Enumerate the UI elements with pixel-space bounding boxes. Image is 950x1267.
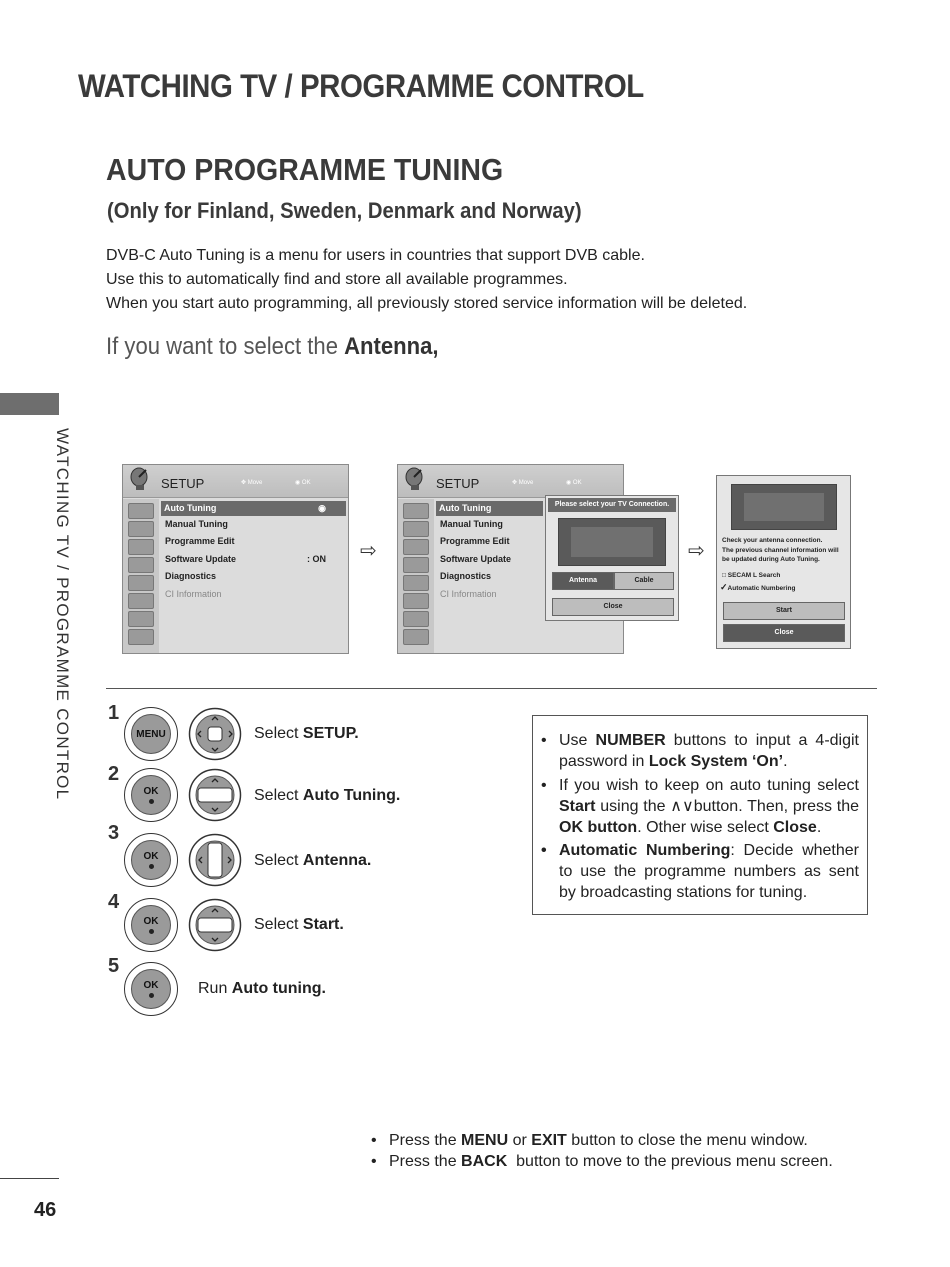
intro-line: DVB-C Auto Tuning is a menu for users in countries that support DVB cable. <box>106 247 645 264</box>
step-text <box>254 852 371 870</box>
menu-item-diagnostics[interactable]: Diagnostics <box>440 571 492 581</box>
ok-remote-button <box>124 898 178 952</box>
icon-column <box>398 499 434 653</box>
usb-icon <box>128 629 154 645</box>
ok-key <box>131 905 171 945</box>
step-text <box>254 725 359 743</box>
audio-icon <box>128 539 154 555</box>
up-down-arrow-icon: ∧∨ <box>670 798 694 815</box>
divider <box>106 688 877 689</box>
ok-key <box>131 775 171 815</box>
hint-ok-label: OK <box>301 480 311 486</box>
antenna-connection-image <box>731 484 837 530</box>
ok-key <box>131 969 171 1009</box>
icon-column <box>123 499 159 653</box>
screen-header <box>398 465 623 498</box>
step-pre: Select <box>254 725 303 742</box>
option-icon <box>403 575 429 591</box>
setup-label: SETUP <box>436 476 480 491</box>
hint-move: ✥ Move <box>241 480 263 486</box>
step-number: 3 <box>108 822 120 844</box>
hint-ok-label: OK <box>572 480 582 486</box>
menu-item-programme-edit[interactable]: Programme Edit <box>440 536 510 546</box>
step-pre: Run <box>198 980 232 997</box>
footer-note-menu: • Press the MENU or EXIT button to close the menu window. <box>371 1130 833 1151</box>
lock-icon <box>403 593 429 609</box>
ok-remote-button <box>124 962 178 1016</box>
dpad-all-icon <box>188 707 242 761</box>
audio-icon <box>403 539 429 555</box>
menu-item-ci-information[interactable]: CI Information <box>440 589 497 599</box>
page-title: WATCHING TV / PROGRAMME CONTROL <box>78 68 644 104</box>
antenna-button[interactable]: Antenna <box>552 572 614 590</box>
menu-item-manual-tuning[interactable]: Manual Tuning <box>440 519 503 529</box>
intro-line: Use this to automatically find and store all available programmes. <box>106 271 568 288</box>
selected-dot-icon: ◉ <box>318 503 326 513</box>
check-line: The previous channel information will <box>722 546 839 554</box>
auto-numbering-option[interactable] <box>720 583 795 594</box>
check-icon: ✓ <box>720 582 728 592</box>
close-button[interactable]: Close <box>723 624 845 642</box>
satellite-icon <box>129 467 151 491</box>
section-title: AUTO PROGRAMME TUNING <box>106 152 504 187</box>
key-label: OK <box>143 786 159 797</box>
dpad-updown-icon <box>188 898 242 952</box>
step-bold: Antenna. <box>302 852 372 869</box>
setup-icon <box>128 503 154 519</box>
menu-key <box>131 714 171 754</box>
arrow-right-icon: ⇨ <box>360 540 377 562</box>
tv-connection-dialog <box>545 495 679 621</box>
tv-connection-image <box>558 518 666 566</box>
satellite-icon <box>404 467 426 491</box>
antenna-bold: Antenna, <box>344 333 439 360</box>
close-button[interactable]: Close <box>552 598 674 616</box>
key-label: OK <box>143 851 159 862</box>
hint-ok: ◉ OK <box>566 480 582 486</box>
menu-item-programme-edit[interactable]: Programme Edit <box>165 536 235 546</box>
secam-option[interactable]: □ SECAM L Search <box>722 572 781 579</box>
check-line: be updated during Auto Tuning. <box>722 556 820 563</box>
dialog-title: Please select your TV Connection. <box>548 498 676 512</box>
step-bold: Start. <box>302 916 344 933</box>
dpad-leftright-icon <box>188 833 242 887</box>
step-number: 2 <box>108 763 120 785</box>
menu-label: Auto Tuning <box>164 503 217 513</box>
step-text <box>254 916 344 934</box>
start-button[interactable]: Start <box>723 602 845 620</box>
hint-move: ✥ Move <box>512 480 534 486</box>
step-number: 1 <box>108 702 120 724</box>
step-bold: Auto tuning. <box>231 980 326 997</box>
page-number: 46 <box>34 1199 57 1221</box>
step-number: 5 <box>108 955 120 977</box>
side-tab-marker <box>0 393 59 415</box>
ok-remote-button <box>124 768 178 822</box>
note-numbering: • Automatic Numbering: Decide whether to use the programme numbers as sent by broadcasting stations for tuning. <box>541 842 859 901</box>
key-label: MENU <box>136 728 166 740</box>
step-pre: Select <box>254 916 303 933</box>
key-label: OK <box>143 980 159 991</box>
setup-screen-1 <box>122 464 349 654</box>
footer-note-back: • Press the BACK button to move to the previous menu screen. <box>371 1151 833 1172</box>
input-icon <box>403 611 429 627</box>
note-password: • Use NUMBER buttons to input a 4-digit password in Lock System ‘On’. <box>541 732 859 770</box>
option-icon <box>128 575 154 591</box>
step-pre: Select <box>254 852 303 869</box>
hint-move-label: Move <box>247 480 263 486</box>
cable-button[interactable]: Cable <box>614 572 674 590</box>
menu-item-manual-tuning[interactable]: Manual Tuning <box>165 519 228 529</box>
setup-icon <box>403 503 429 519</box>
menu-item-auto-tuning[interactable] <box>161 501 346 516</box>
clock-icon <box>128 557 154 573</box>
ok-remote-button <box>124 833 178 887</box>
dpad-updown-icon <box>188 768 242 822</box>
menu-item-diagnostics[interactable]: Diagnostics <box>165 571 217 581</box>
clock-icon <box>403 557 429 573</box>
key-label: OK <box>143 916 159 927</box>
input-icon <box>128 611 154 627</box>
section-subtitle: (Only for Finland, Sweden, Denmark and Norway) <box>107 198 582 223</box>
step-bold: SETUP. <box>302 725 359 742</box>
antenna-prefix: If you want to select the <box>106 333 345 360</box>
step-text <box>198 980 326 998</box>
arrow-right-icon: ⇨ <box>688 540 705 562</box>
picture-icon <box>128 521 154 537</box>
antenna-heading <box>106 333 439 361</box>
menu-item-ci-information[interactable]: CI Information <box>165 589 222 599</box>
footer-notes <box>371 1130 833 1172</box>
step-bold: Auto Tuning. <box>302 787 401 804</box>
intro-line: When you start auto programming, all previously stored service information will be deleted. <box>106 295 748 312</box>
secam-label: SECAM L Search <box>727 572 781 579</box>
menu-item-auto-tuning[interactable]: Auto Tuning <box>436 501 543 516</box>
usb-icon <box>403 629 429 645</box>
hint-move-label: Move <box>518 480 534 486</box>
note-start: • If you wish to keep on auto tuning select Start using the ∧∨button. Then, press the OK button. Other wise select Close. <box>541 777 859 836</box>
side-label: WATCHING TV / PROGRAMME CONTROL <box>53 428 72 801</box>
auto-numbering-label: Automatic Numbering <box>727 585 796 592</box>
step-number: 4 <box>108 891 120 913</box>
menu-item-software-update[interactable]: Software Update <box>440 554 512 564</box>
step-pre: Select <box>254 787 303 804</box>
software-update-value: : ON <box>307 554 326 564</box>
menu-remote-button <box>124 707 178 761</box>
setup-label: SETUP <box>161 476 205 491</box>
notes-box <box>532 715 868 915</box>
intro-text <box>106 244 747 316</box>
footer-rule <box>0 1178 59 1179</box>
auto-tuning-dialog <box>716 475 851 649</box>
check-line: Check your antenna connection. <box>722 537 823 544</box>
lock-icon <box>128 593 154 609</box>
step-text <box>254 787 400 805</box>
ok-key <box>131 840 171 880</box>
picture-icon <box>403 521 429 537</box>
screen-header <box>123 465 348 498</box>
menu-item-software-update[interactable]: Software Update <box>165 554 237 564</box>
hint-ok: ◉ OK <box>295 480 311 486</box>
